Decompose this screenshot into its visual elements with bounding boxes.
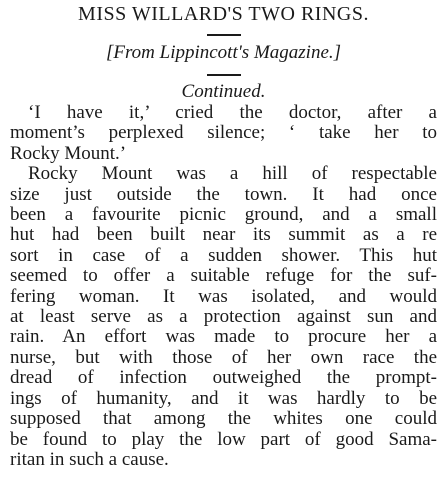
source-divider <box>207 74 241 76</box>
paragraph-line: ‘I have it,’ cried the doctor, after a <box>28 103 437 123</box>
paragraph-line: fering woman. It was isolated, and would <box>10 286 437 307</box>
paragraph-line: sort in case of a sudden shower. This hut <box>10 245 437 266</box>
paragraph-line: size just outside the town. It had once <box>10 184 437 205</box>
paragraph-line: nurse, but with those of her own race the <box>10 347 437 368</box>
paragraph-line: rain. An effort was made to procure her a <box>10 327 437 348</box>
paragraph-line: dread of infection outweighed the prompt- <box>10 368 437 389</box>
paragraph-2 <box>10 164 437 470</box>
article-title: MISS WILLARD'S TWO RINGS. <box>78 3 369 25</box>
paragraph-line: hut had been built near its summit as a re <box>10 225 437 246</box>
paragraph-line: ings of humanity, and it was hardly to be <box>10 388 437 409</box>
paragraph-line: be found to play the low part of good Sama- <box>10 429 437 450</box>
continued-label: Continued. <box>181 81 266 102</box>
paragraph-line: ritan in such a cause. <box>10 449 169 470</box>
paragraph-line: at least serve as a protection against sun and <box>10 307 437 328</box>
paragraph-line: moment’s perplexed silence; ‘ take her to <box>10 123 437 144</box>
paragraph-line: Rocky Mount was a hill of respectable <box>28 164 437 185</box>
article-source: [From Lippincott's Magazine.] <box>105 42 342 63</box>
paragraph-line: Rocky Mount.’ <box>10 143 127 164</box>
paragraph-line: been a favourite picnic ground, and a small <box>10 205 437 226</box>
title-divider <box>207 34 241 36</box>
paragraph-line: supposed that among the whites one could <box>10 409 437 430</box>
paragraph-1 <box>10 103 437 164</box>
paragraph-line: seemed to offer a suitable refuge for the suf- <box>10 266 437 287</box>
